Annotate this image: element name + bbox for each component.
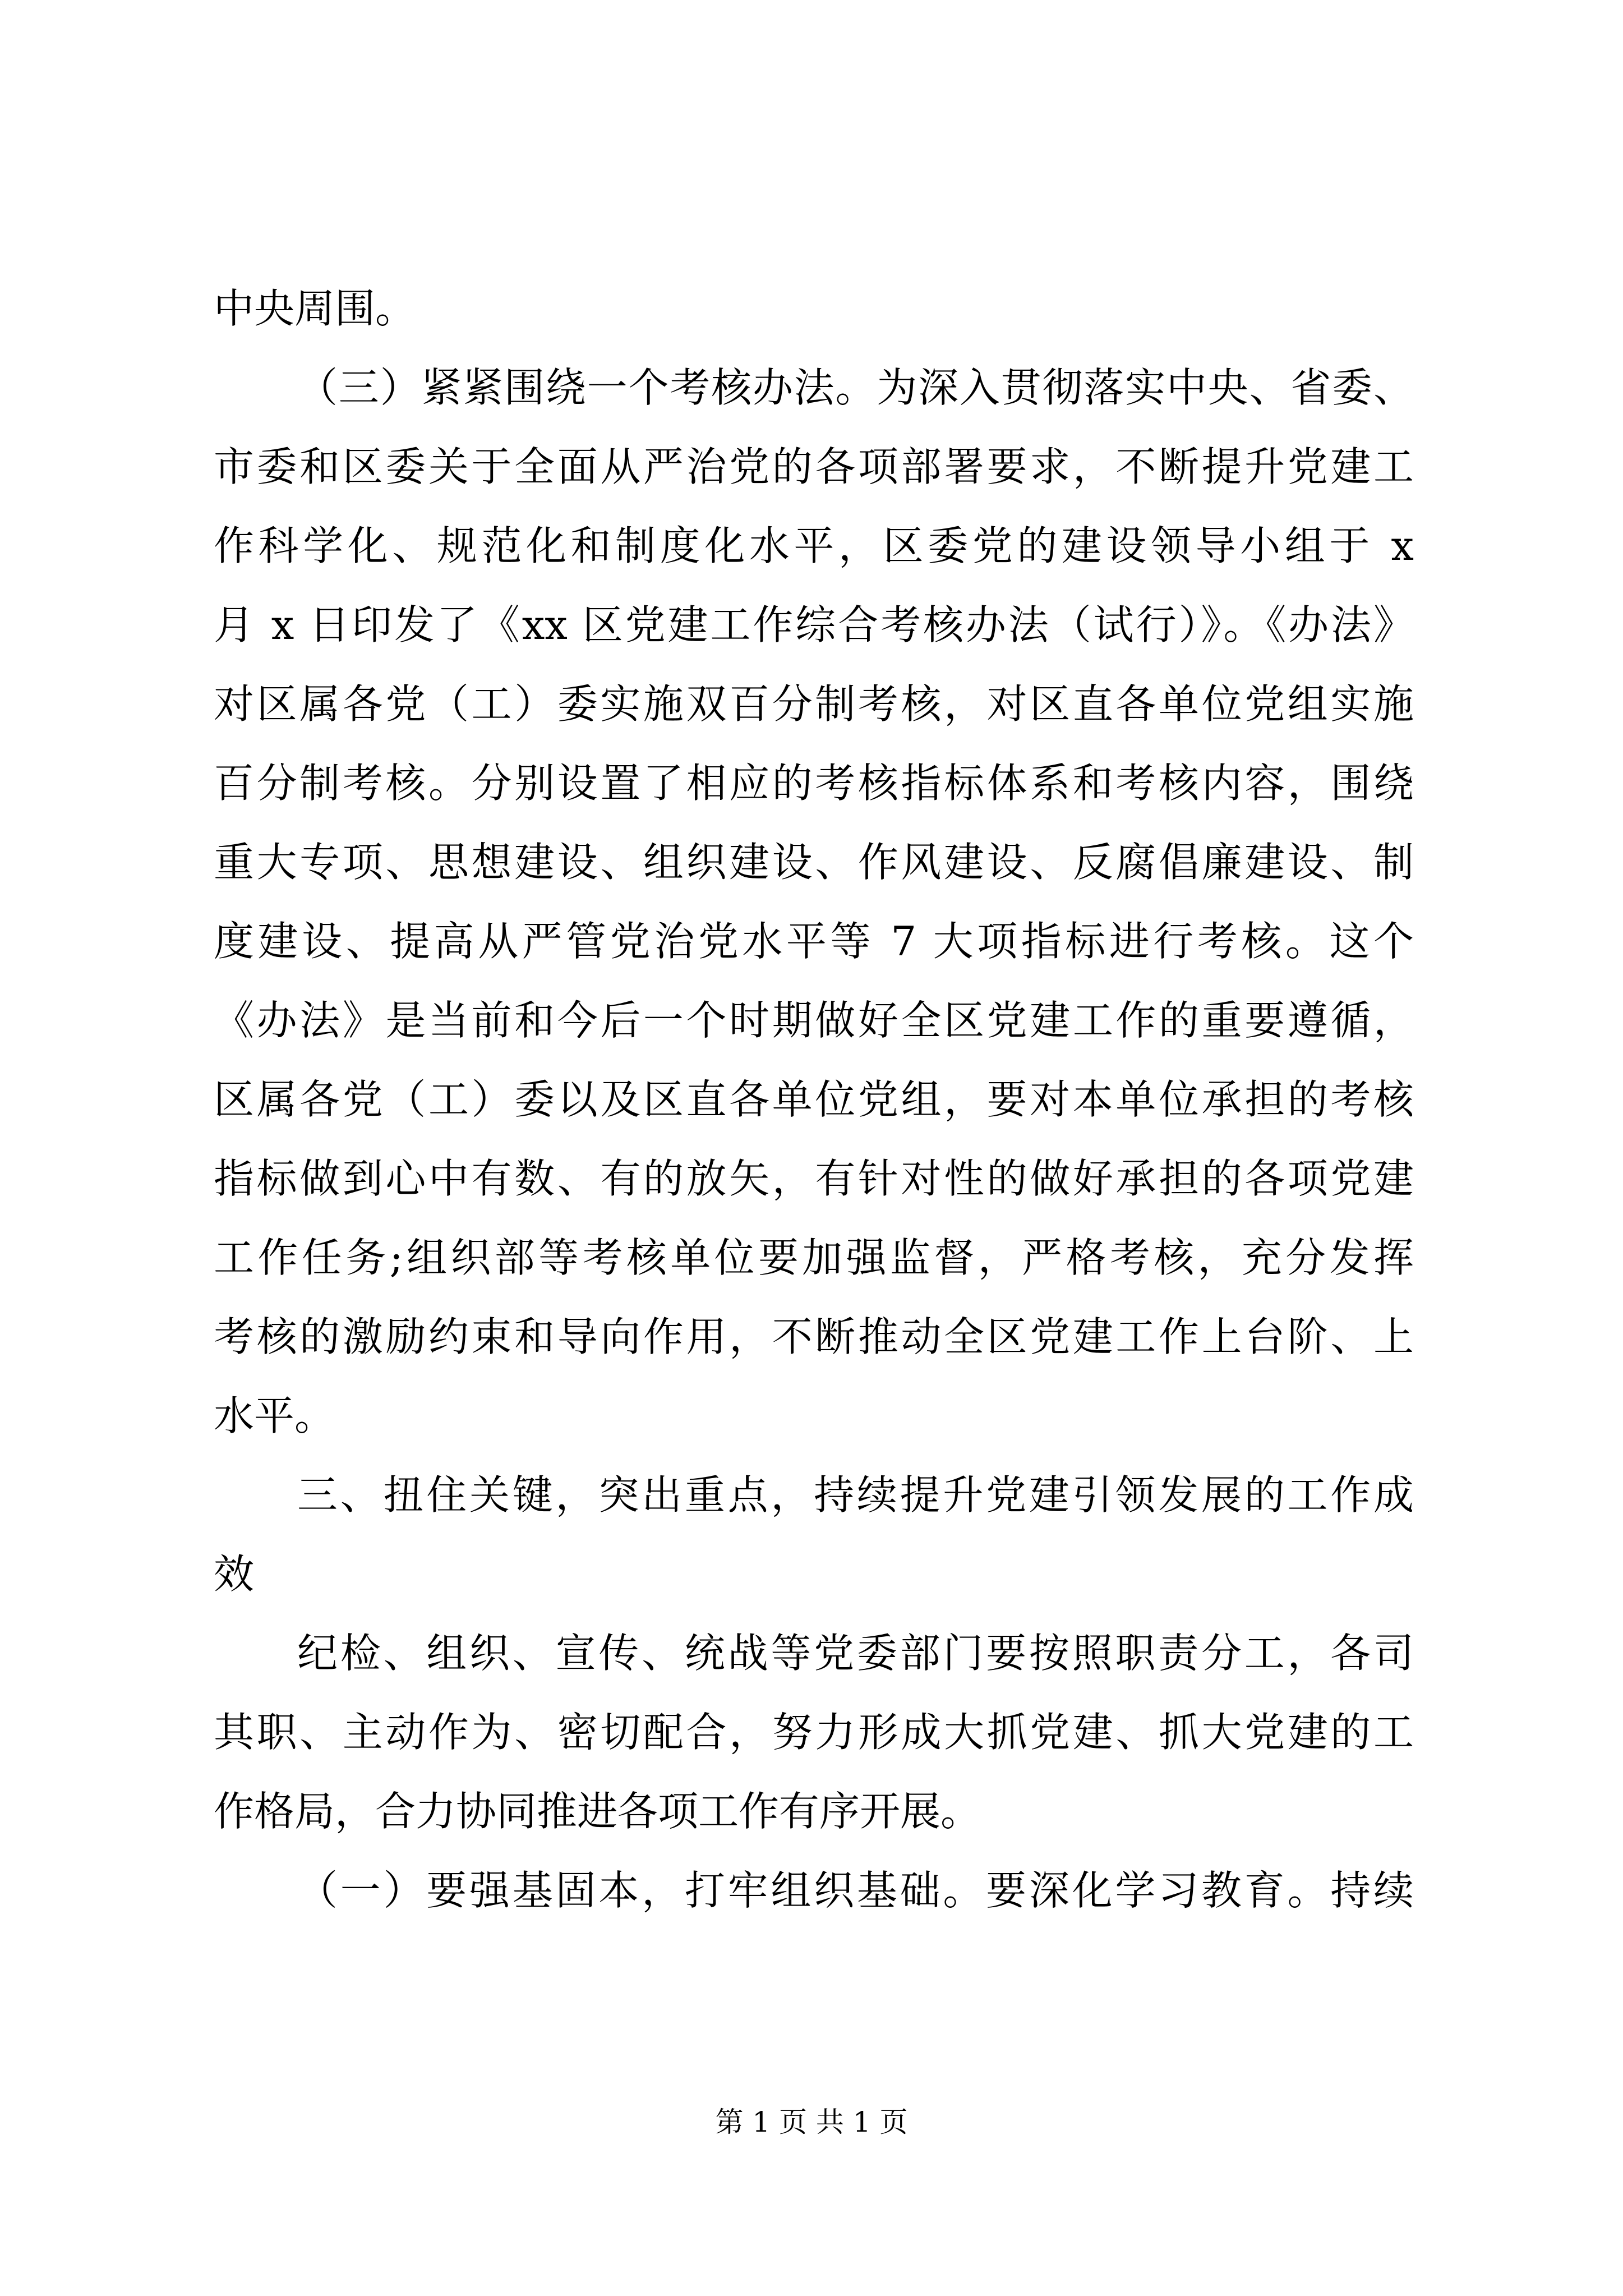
text-line: 其职、主动作为、密切配合，努力形成大抓党建、抓大党建的工 [214,1709,1414,1756]
page-footer: 第 1 页 共 1 页 [715,2106,908,2138]
text-line: 作格局，合力协同推进各项工作有序开展。 [214,1788,981,1835]
text-line: 市委和区委关于全面从严治党的各项部署要求，不断提升党建工 [214,443,1414,490]
text-line: 中央周围。 [214,285,416,332]
text-line: 对区属各党（工）委实施双百分制考核，对区直各单位党组实施 [214,680,1414,728]
text-line: 区属各党（工）委以及区直各单位党组，要对本单位承担的考核 [214,1076,1414,1123]
text-line: 水平。 [214,1392,335,1439]
section-heading: 三、扭住关键，突出重点，持续提升党建引领发展的工作成 [297,1471,1414,1519]
paragraph-heading: （一）要强基固本，打牢组织基础。要深化学习教育。持续 [297,1867,1414,1914]
paragraph-heading: （三）紧紧围绕一个考核办法。为深入贯彻落实中央、省委、 [297,364,1414,411]
section-heading-continued: 效 [214,1550,255,1598]
text-line: 纪检、组织、宣传、统战等党委部门要按照职责分工，各司 [297,1630,1414,1677]
text-line: 《办法》是当前和今后一个时期做好全区党建工作的重要遵循， [214,997,1414,1044]
text-line: 度建设、提高从严管党治党水平等 7 大项指标进行考核。这个 [214,918,1414,965]
text-line: 考核的激励约束和导向作用，不断推动全区党建工作上台阶、上 [214,1313,1414,1360]
text-line: 重大专项、思想建设、组织建设、作风建设、反腐倡廉建设、制 [214,839,1414,886]
text-line: 百分制考核。分别设置了相应的考核指标体系和考核内容，围绕 [214,760,1414,807]
text-line: 作科学化、规范化和制度化水平，区委党的建设领导小组于 x [214,522,1414,569]
text-line: 工作任务;组织部等考核单位要加强监督，严格考核，充分发挥 [214,1234,1414,1281]
text-line: 指标做到心中有数、有的放矢，有针对性的做好承担的各项党建 [214,1155,1414,1202]
text-line: 月 x 日印发了《xx 区党建工作综合考核办法（试行）》。《办法》 [214,601,1414,648]
